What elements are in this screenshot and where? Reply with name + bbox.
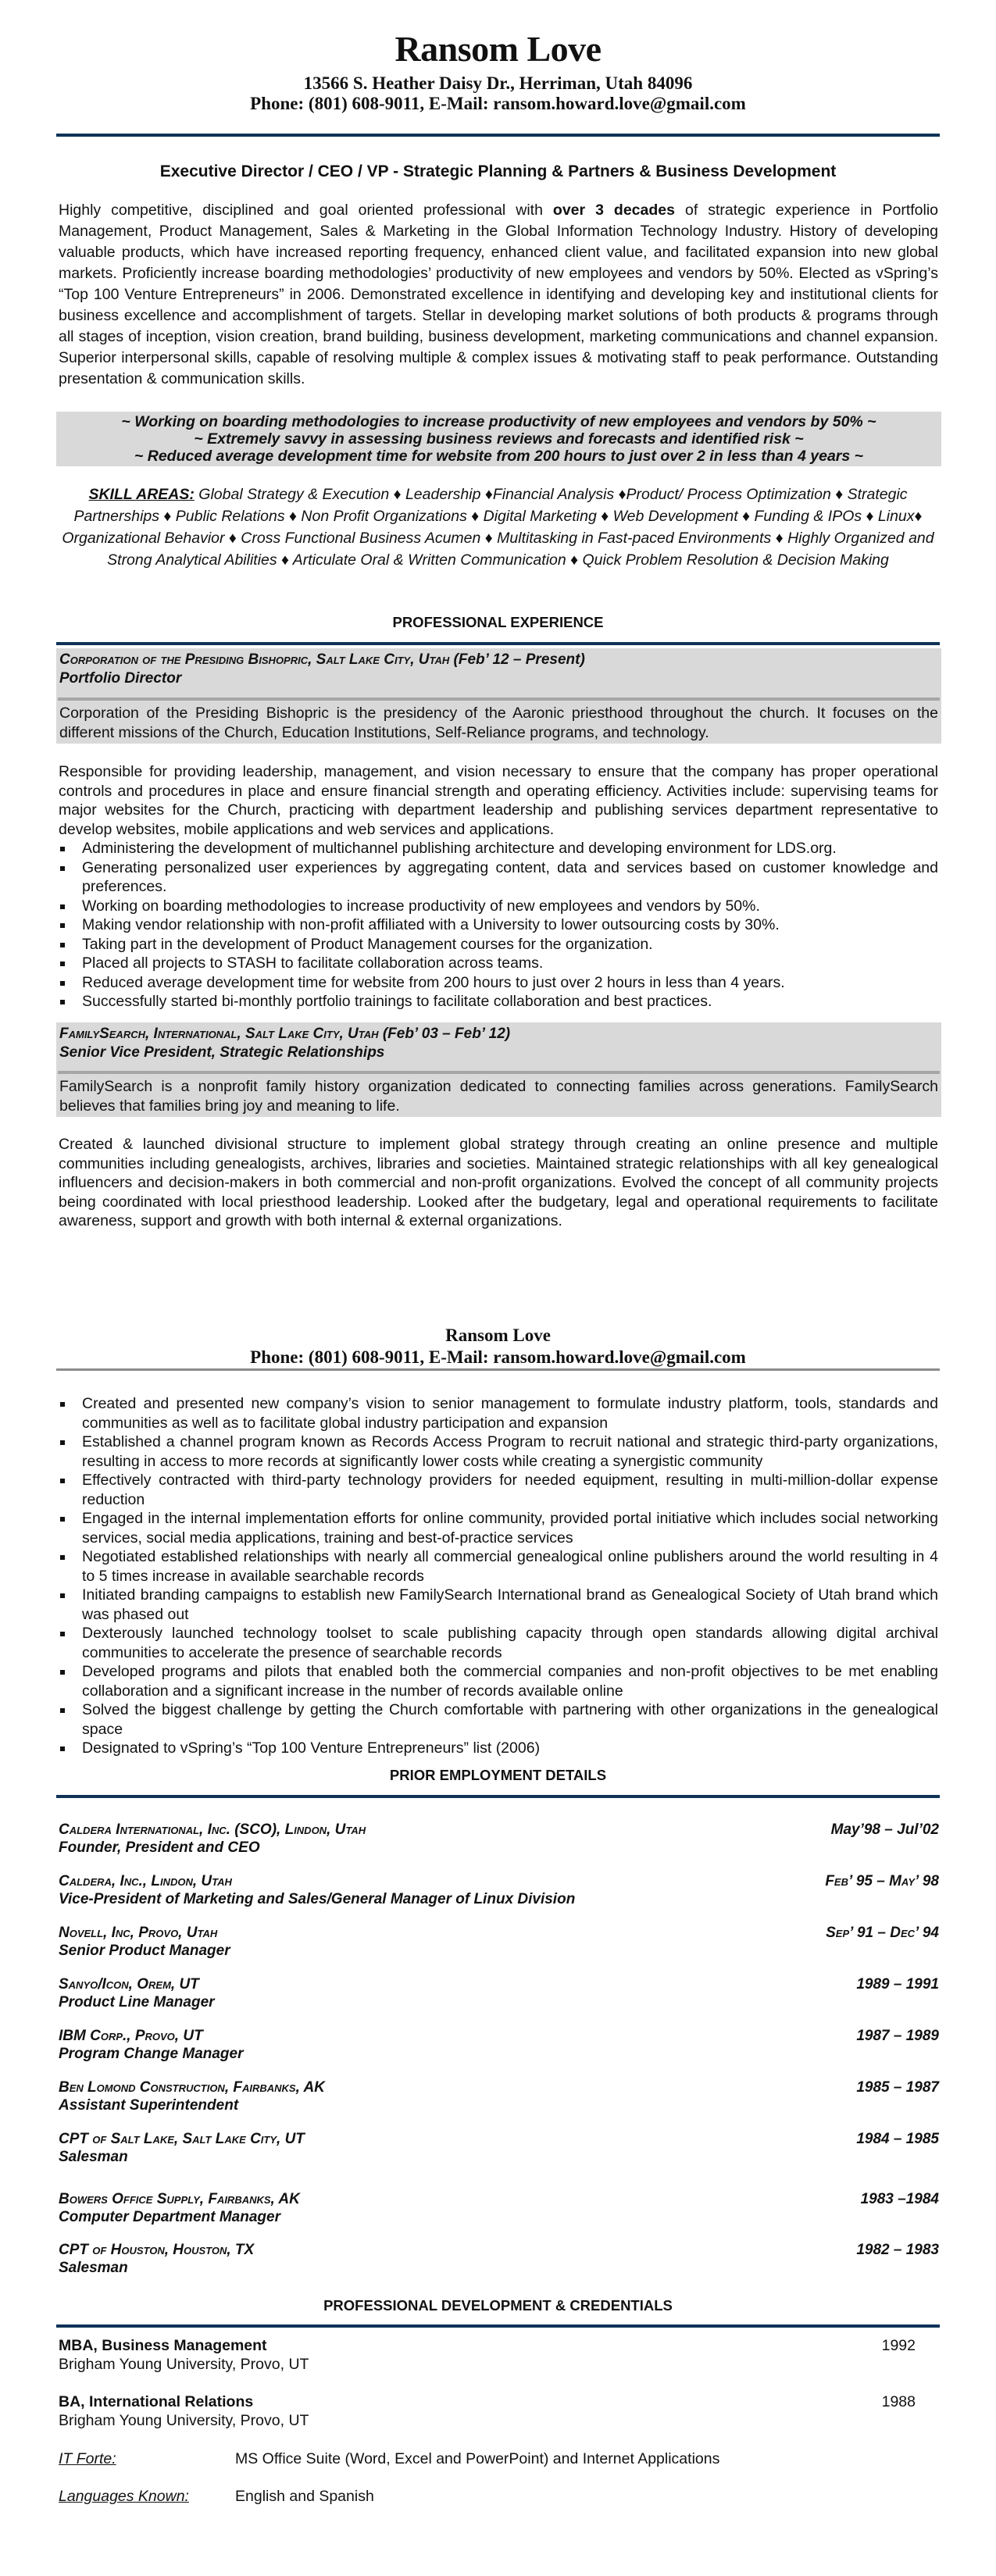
prior-employment-divider bbox=[56, 1795, 940, 1798]
achievement-item: Reduced average development time for website from 200 hours to just over 2 hours in less than 4 years. bbox=[59, 973, 938, 993]
bullet-icon bbox=[60, 1593, 65, 1598]
prior-dates: 1982 – 1983 bbox=[856, 2242, 939, 2258]
achievement-item: Working on boarding methodologies to increase productivity of new employees and vendors by 50%. bbox=[59, 897, 938, 916]
header-divider bbox=[56, 134, 940, 137]
bullet-icon bbox=[60, 1632, 65, 1636]
education-entry bbox=[59, 2392, 918, 2430]
prior-employment-entry bbox=[59, 2190, 939, 2228]
achievement-item: Effectively contracted with third-party technology providers for needed equipment, resulting in multi-million-dollar expense reduction bbox=[59, 1471, 938, 1509]
degree: BA, International Relations bbox=[59, 2393, 254, 2410]
prior-title: Salesman bbox=[59, 2260, 128, 2276]
achievement-item: Solved the biggest challenge by getting the Church comfortable with partnering with other organizations in the genealogical space bbox=[59, 1700, 938, 1739]
organization-description: Corporation of the Presiding Bishopric is the presidency of the Aaronic priesthood throughout the church. It focuses on the different missions of the Church, Education Institutions, Self-Reliance programs, and technology. bbox=[59, 705, 938, 741]
page2-header-divider bbox=[56, 1368, 940, 1371]
skill-areas-label: SKILL AREAS: bbox=[88, 486, 195, 503]
achievement-item: Developed programs and pilots that enabled both the commercial companies and non-profit objectives to be met enabling collaboration and a significant increase in the number of records available online bbox=[59, 1662, 938, 1700]
prior-dates: 1983 –1984 bbox=[860, 2191, 939, 2207]
prior-dates: Feb’ 95 – May’ 98 bbox=[825, 1873, 939, 1889]
prior-title: Computer Department Manager bbox=[59, 2209, 280, 2225]
job-dates: (Feb’ 03 – Feb’ 12) bbox=[382, 1026, 511, 1042]
prior-title: Salesman bbox=[59, 2149, 128, 2165]
bullet-icon bbox=[60, 1746, 65, 1751]
prior-company: Novell, Inc, Provo, Utah bbox=[59, 1925, 218, 1941]
prior-title: Founder, President and CEO bbox=[59, 1839, 260, 1856]
graduation-year: 1988 bbox=[881, 2393, 916, 2410]
prior-employment-entry bbox=[59, 1924, 939, 1961]
degree: MBA, Business Management bbox=[59, 2337, 267, 2354]
achievement-item: Making vendor relationship with non-profit affiliated with a University to lower outsourcing costs by 30%. bbox=[59, 915, 938, 935]
job-achievements bbox=[59, 839, 938, 1011]
experience-divider bbox=[56, 642, 940, 645]
job-title: Senior Vice President, Strategic Relationships bbox=[59, 1044, 385, 1061]
achievement-item: Created and presented new company’s vision to senior management to formulate industry platform, tools, standards and communities as well as to facilitate global industry participation and expansion bbox=[59, 1394, 938, 1432]
bullet-icon bbox=[60, 1708, 65, 1713]
languages-row bbox=[59, 2486, 938, 2506]
job-separator bbox=[58, 698, 940, 701]
education-entry bbox=[59, 2336, 918, 2374]
career-headline: Executive Director / CEO / VP - Strategic Planning & Partners & Business Development bbox=[159, 162, 837, 180]
prior-company: Ben Lomond Construction, Fairbanks, AK bbox=[59, 2079, 325, 2096]
achievement-item: Initiated branding campaigns to establish new FamilySearch International brand as Genealogical Society of Utah brand which was phased out bbox=[59, 1586, 938, 1624]
candidate-name: Ransom Love bbox=[394, 29, 602, 69]
highlight-item: ~ Working on boarding methodologies to increase productivity of new employees and vendors by 50% ~ bbox=[121, 413, 876, 430]
bullet-icon bbox=[60, 1670, 65, 1675]
achievement-item: Administering the development of multichannel publishing architecture and developing environment for LDS.org. bbox=[59, 839, 938, 858]
bullet-icon bbox=[60, 1479, 65, 1483]
prior-title: Product Line Manager bbox=[59, 1994, 215, 2010]
languages-value: English and Spanish bbox=[235, 2488, 374, 2505]
prior-company: Caldera, Inc., Lindon, Utah bbox=[59, 1873, 232, 1889]
graduation-year: 1992 bbox=[881, 2337, 916, 2354]
job-achievements bbox=[59, 1394, 938, 1758]
job-header-box bbox=[56, 648, 941, 744]
prior-employment-entry bbox=[59, 1872, 939, 1910]
candidate-contact: Phone: (801) 608-9011, E-Mail: ransom.howard.love@gmail.com bbox=[250, 94, 746, 113]
bullet-icon bbox=[60, 847, 65, 851]
achievement-item: Placed all projects to STASH to facilitate collaboration across teams. bbox=[59, 954, 938, 973]
page2-candidate-contact: Phone: (801) 608-9011, E-Mail: ransom.howard.love@gmail.com bbox=[250, 1347, 746, 1367]
prior-employment-entry bbox=[59, 2241, 939, 2278]
achievement-item: Dexterously launched technology toolset to scale publishing capacity through open standards allowing digital archival communities to accelerate the presence of searchable records bbox=[59, 1624, 938, 1662]
prior-company: Bowers Office Supply, Fairbanks, AK bbox=[59, 2191, 300, 2207]
bullet-icon bbox=[60, 1440, 65, 1445]
it-forte-value: MS Office Suite (Word, Excel and PowerPoint) and Internet Applications bbox=[235, 2450, 720, 2467]
prior-dates: 1984 – 1985 bbox=[856, 2131, 939, 2147]
highlight-item: ~ Extremely savvy in assessing business reviews and forecasts and identified risk ~ bbox=[194, 430, 804, 448]
bullet-icon bbox=[60, 981, 65, 986]
languages-label: Languages Known: bbox=[59, 2488, 189, 2505]
bullet-icon bbox=[60, 1000, 65, 1004]
achievement-item: Taking part in the development of Product Management courses for the organization. bbox=[59, 935, 938, 954]
section-heading-prior-employment: PRIOR EMPLOYMENT DETAILS bbox=[389, 1767, 607, 1783]
prior-dates: Sep’ 91 – Dec’ 94 bbox=[826, 1925, 939, 1941]
prior-company: Sanyo/Icon, Orem, UT bbox=[59, 1976, 199, 1993]
prior-dates: 1985 – 1987 bbox=[856, 2079, 939, 2096]
prior-title: Program Change Manager bbox=[59, 2046, 244, 2062]
summary-paragraph bbox=[59, 200, 938, 390]
it-forte-label: IT Forte: bbox=[59, 2450, 116, 2467]
bullet-icon bbox=[60, 1517, 65, 1522]
bullet-icon bbox=[60, 904, 65, 909]
achievement-item: Generating personalized user experiences by aggregating content, data and services based on customer knowledge and preferences. bbox=[59, 858, 938, 897]
highlights-box bbox=[56, 412, 941, 466]
prior-employment-entry bbox=[59, 2078, 939, 2116]
section-heading-experience: PROFESSIONAL EXPERIENCE bbox=[392, 614, 604, 630]
bullet-icon bbox=[60, 1402, 65, 1407]
bullet-icon bbox=[60, 1555, 65, 1560]
job-summary: Created & launched divisional structure to implement global strategy through creating an online presence and multiple communities including genealogists, archives, libraries and societies. Maintained strategic relationships with all key genealogical influencers and decision-makers in both commercial and non-profit organizations. Evolved the concept of all community projects being coordinated with local priesthood leadership. Looked after the budgetary, legal and operational requirements to facilitate awareness, support and growth with both internal & external organizations. bbox=[59, 1136, 938, 1229]
bullet-icon bbox=[60, 962, 65, 966]
prior-title: Senior Product Manager bbox=[59, 1943, 230, 1959]
company-name: FamilySearch, International, Salt Lake City, Utah bbox=[59, 1026, 379, 1042]
achievement-item: Successfully started bi-monthly portfolio trainings to facilitate collaboration and best practices. bbox=[59, 992, 938, 1011]
job-company bbox=[59, 651, 938, 669]
summary-emphasis: over 3 decades bbox=[552, 202, 675, 219]
credentials-divider bbox=[56, 2324, 940, 2328]
prior-title: Assistant Superintendent bbox=[59, 2097, 239, 2114]
school: Brigham Young University, Provo, UT bbox=[59, 2412, 309, 2429]
prior-employment-entry bbox=[59, 1975, 939, 2013]
page2-candidate-name: Ransom Love bbox=[445, 1325, 551, 1345]
prior-title: Vice-President of Marketing and Sales/General Manager of Linux Division bbox=[59, 1891, 576, 1907]
prior-dates: May’98 – Jul’02 bbox=[830, 1821, 939, 1838]
achievement-item: Established a channel program known as Records Access Program to recruit national and strategic third-party organizations, resulting in access to more records at significantly lower costs while creating a synergistic community bbox=[59, 1432, 938, 1471]
candidate-address: 13566 S. Heather Daisy Dr., Herriman, Utah 84096 bbox=[303, 73, 693, 93]
prior-company: CPT of Salt Lake, Salt Lake City, UT bbox=[59, 2131, 305, 2147]
achievement-item: Engaged in the internal implementation efforts for online community, provided portal initiative which includes social networking services, social media applications, training and best-of-practice services bbox=[59, 1509, 938, 1547]
job-company bbox=[59, 1025, 938, 1044]
company-name: Corporation of the Presiding Bishopric, Salt Lake City, Utah bbox=[59, 651, 450, 668]
prior-employment-entry bbox=[59, 1821, 939, 1858]
summary-text: Highly competitive, disciplined and goal oriented professional with bbox=[59, 202, 553, 219]
prior-company: CPT of Houston, Houston, TX bbox=[59, 2242, 255, 2258]
prior-employment-entry bbox=[59, 2027, 939, 2064]
job-dates: (Feb’ 12 – Present) bbox=[453, 651, 585, 668]
skill-areas bbox=[56, 483, 940, 571]
job-separator bbox=[58, 1071, 940, 1074]
it-forte-row bbox=[59, 2449, 938, 2469]
job-title: Portfolio Director bbox=[59, 670, 182, 687]
job-summary: Responsible for providing leadership, management, and vision necessary to ensure that the company has proper operational controls and procedures in place and ensure financial strength and operating efficiency. Activities include: supervising teams for major websites for the Church, practicing with department leadership and publishing services department representative to develop websites, mobile applications and web services and applications. bbox=[59, 763, 938, 838]
prior-dates: 1989 – 1991 bbox=[856, 1976, 939, 1993]
bullet-icon bbox=[60, 923, 65, 928]
job-header-box bbox=[56, 1022, 941, 1117]
achievement-item: Negotiated established relationships with nearly all commercial genealogical online publishers around the world resulting in 4 to 5 times increase in available searchable records bbox=[59, 1547, 938, 1586]
highlight-item: ~ Reduced average development time for website from 200 hours to just over 2 in less than 4 years ~ bbox=[134, 448, 864, 465]
prior-company: IBM Corp., Provo, UT bbox=[59, 2028, 203, 2044]
school: Brigham Young University, Provo, UT bbox=[59, 2356, 309, 2373]
section-heading-credentials: PROFESSIONAL DEVELOPMENT & CREDENTIALS bbox=[323, 2297, 673, 2314]
prior-employment-entry bbox=[59, 2130, 939, 2167]
organization-description: FamilySearch is a nonprofit family history organization dedicated to connecting families across generations. FamilySearch believes that families bring joy and meaning to life. bbox=[59, 1078, 938, 1115]
bullet-icon bbox=[60, 866, 65, 871]
bullet-icon bbox=[60, 943, 65, 947]
prior-company: Caldera International, Inc. (SCO), Lindon, Utah bbox=[59, 1821, 366, 1838]
achievement-item: Designated to vSpring’s “Top 100 Venture Entrepreneurs” list (2006) bbox=[59, 1739, 938, 1758]
prior-dates: 1987 – 1989 bbox=[856, 2028, 939, 2044]
skill-areas-list: Global Strategy & Execution ♦ Leadership ♦Financial Analysis ♦Product/ Process Optimization ♦ Strategic Partnerships ♦ Public Relations ♦ Non Profit Organizations ♦ Digital Marketing ♦ Web Development ♦ Funding & IPOs ♦ Linux♦ Organizational Behavior ♦ Cross Functional Business Acumen ♦ Multitasking in Fast-paced Environments ♦ Highly Organized and Strong Analytical Abilities ♦ Articulate Oral & Written Communication ♦ Quick Problem Resolution & Decision Making bbox=[62, 486, 934, 569]
summary-text-rest: of strategic experience in Portfolio Management, Product Management, Sales & Marketing in the Global Information Technology Industry. History of developing valuable products, which have increased reporting frequency, enhanced client value, and facilitated expansion into new global markets. Proficiently increase boarding methodologies’ productivity of new employees and vendors by 50%. Elected as vSpring’s “Top 100 Venture Entrepreneurs” in 2006. Demonstrated excellence in identifying and developing key and institutional clients for business excellence and accomplishment of targets. Stellar in developing market solutions of both products & programs through all stages of inception, vision creation, brand building, business development, marketing communications and channel expansion. Superior interpersonal skills, capable of resolving multiple & complex issues & motivating staff to peak performance. Outstanding presentation & communication skills. bbox=[59, 202, 939, 387]
